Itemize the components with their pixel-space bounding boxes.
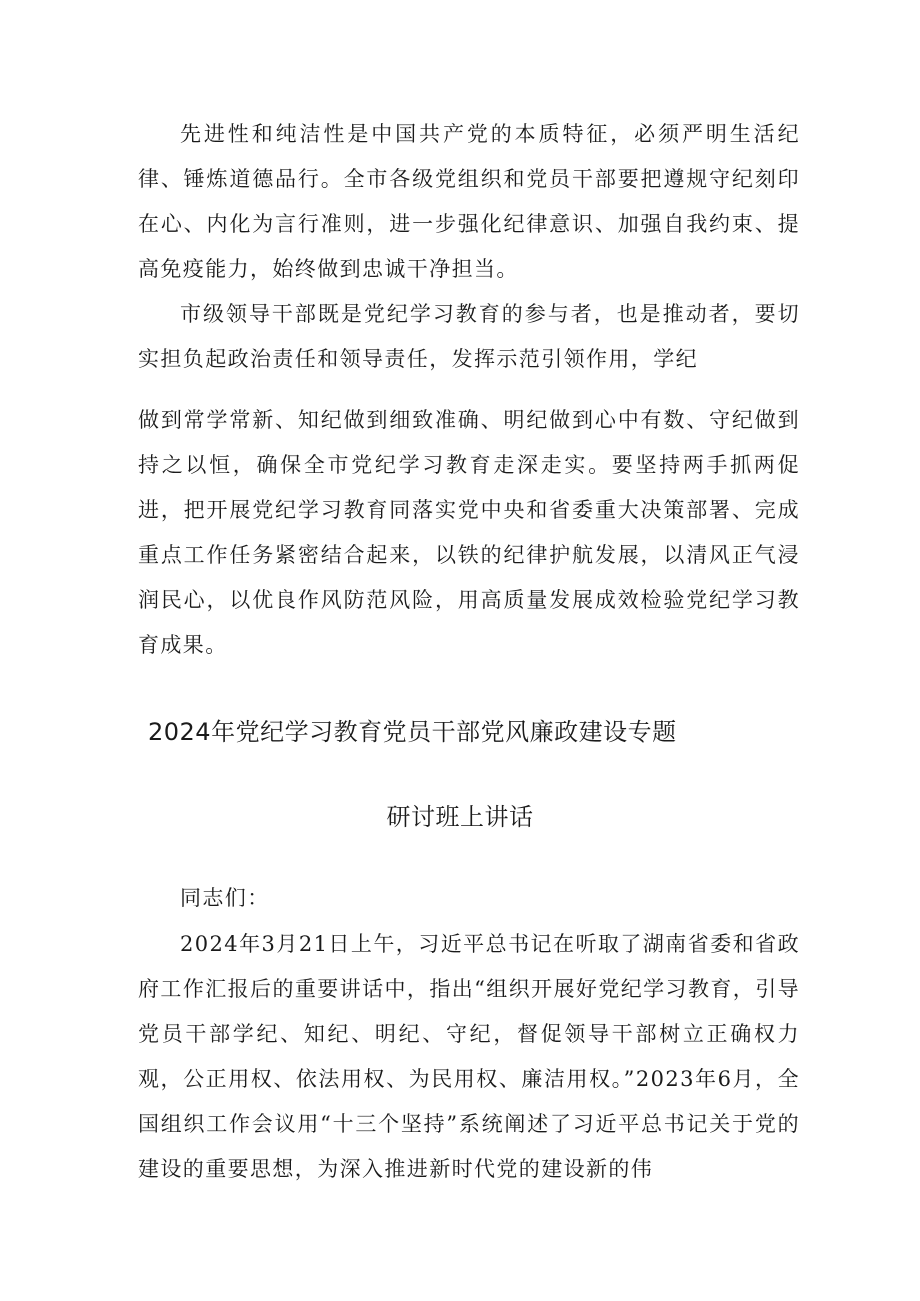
body-paragraph: 先进性和纯洁性是中国共产党的本质特征，必须严明生活纪律、锤炼道德品行。全市各级党组织和党员干部要把遵规守纪刻印在心、内化为言行准则，进一步强化纪律意识、加强自我约束、提高免疫能力，始终做到忠诚干净担当。 (138, 122, 800, 281)
body-paragraph-continued: 做到常学常新、知纪做到细致准确、明纪做到心中有数、守纪做到持之以恒，确保全市党纪学习教育走深走实。要坚持两手抓两促进，把开展党纪学习教育同落实党中央和省委重大决策部署、完成重点工作任务紧密结合起来，以铁的纪律护航发展，以清风正气浸润民心，以优良作风防范风险，用高质量发展成效检验党纪学习教育成果。 (138, 408, 800, 657)
document-title-line-2: 研讨班上讲话 (386, 803, 534, 831)
body-paragraph: 市级领导干部既是党纪学习教育的参与者，也是推动者，要切实担负起政治责任和领导责任，发挥示范引领作用，学纪 (138, 302, 800, 371)
body-paragraph: 2024年3月21日上午，习近平总书记在听取了湖南省委和省政府工作汇报后的重要讲话中，指出“组织开展好党纪学习教育，引导党员干部学纪、知纪、明纪、守纪，督促领导干部树立正确权力观，公正用权、依法用权、为民用权、廉洁用权。”2023年6月，全国组织工作会议用“十三个坚持”系统阐述了习近平总书记关于党的建设的重要思想，为深入推进新时代党的建设新的伟 (138, 932, 800, 1181)
salutation: 同志们： (180, 886, 270, 910)
document-title-line-1: 2024年党纪学习教育党员干部党风廉政建设专题 (148, 718, 677, 746)
